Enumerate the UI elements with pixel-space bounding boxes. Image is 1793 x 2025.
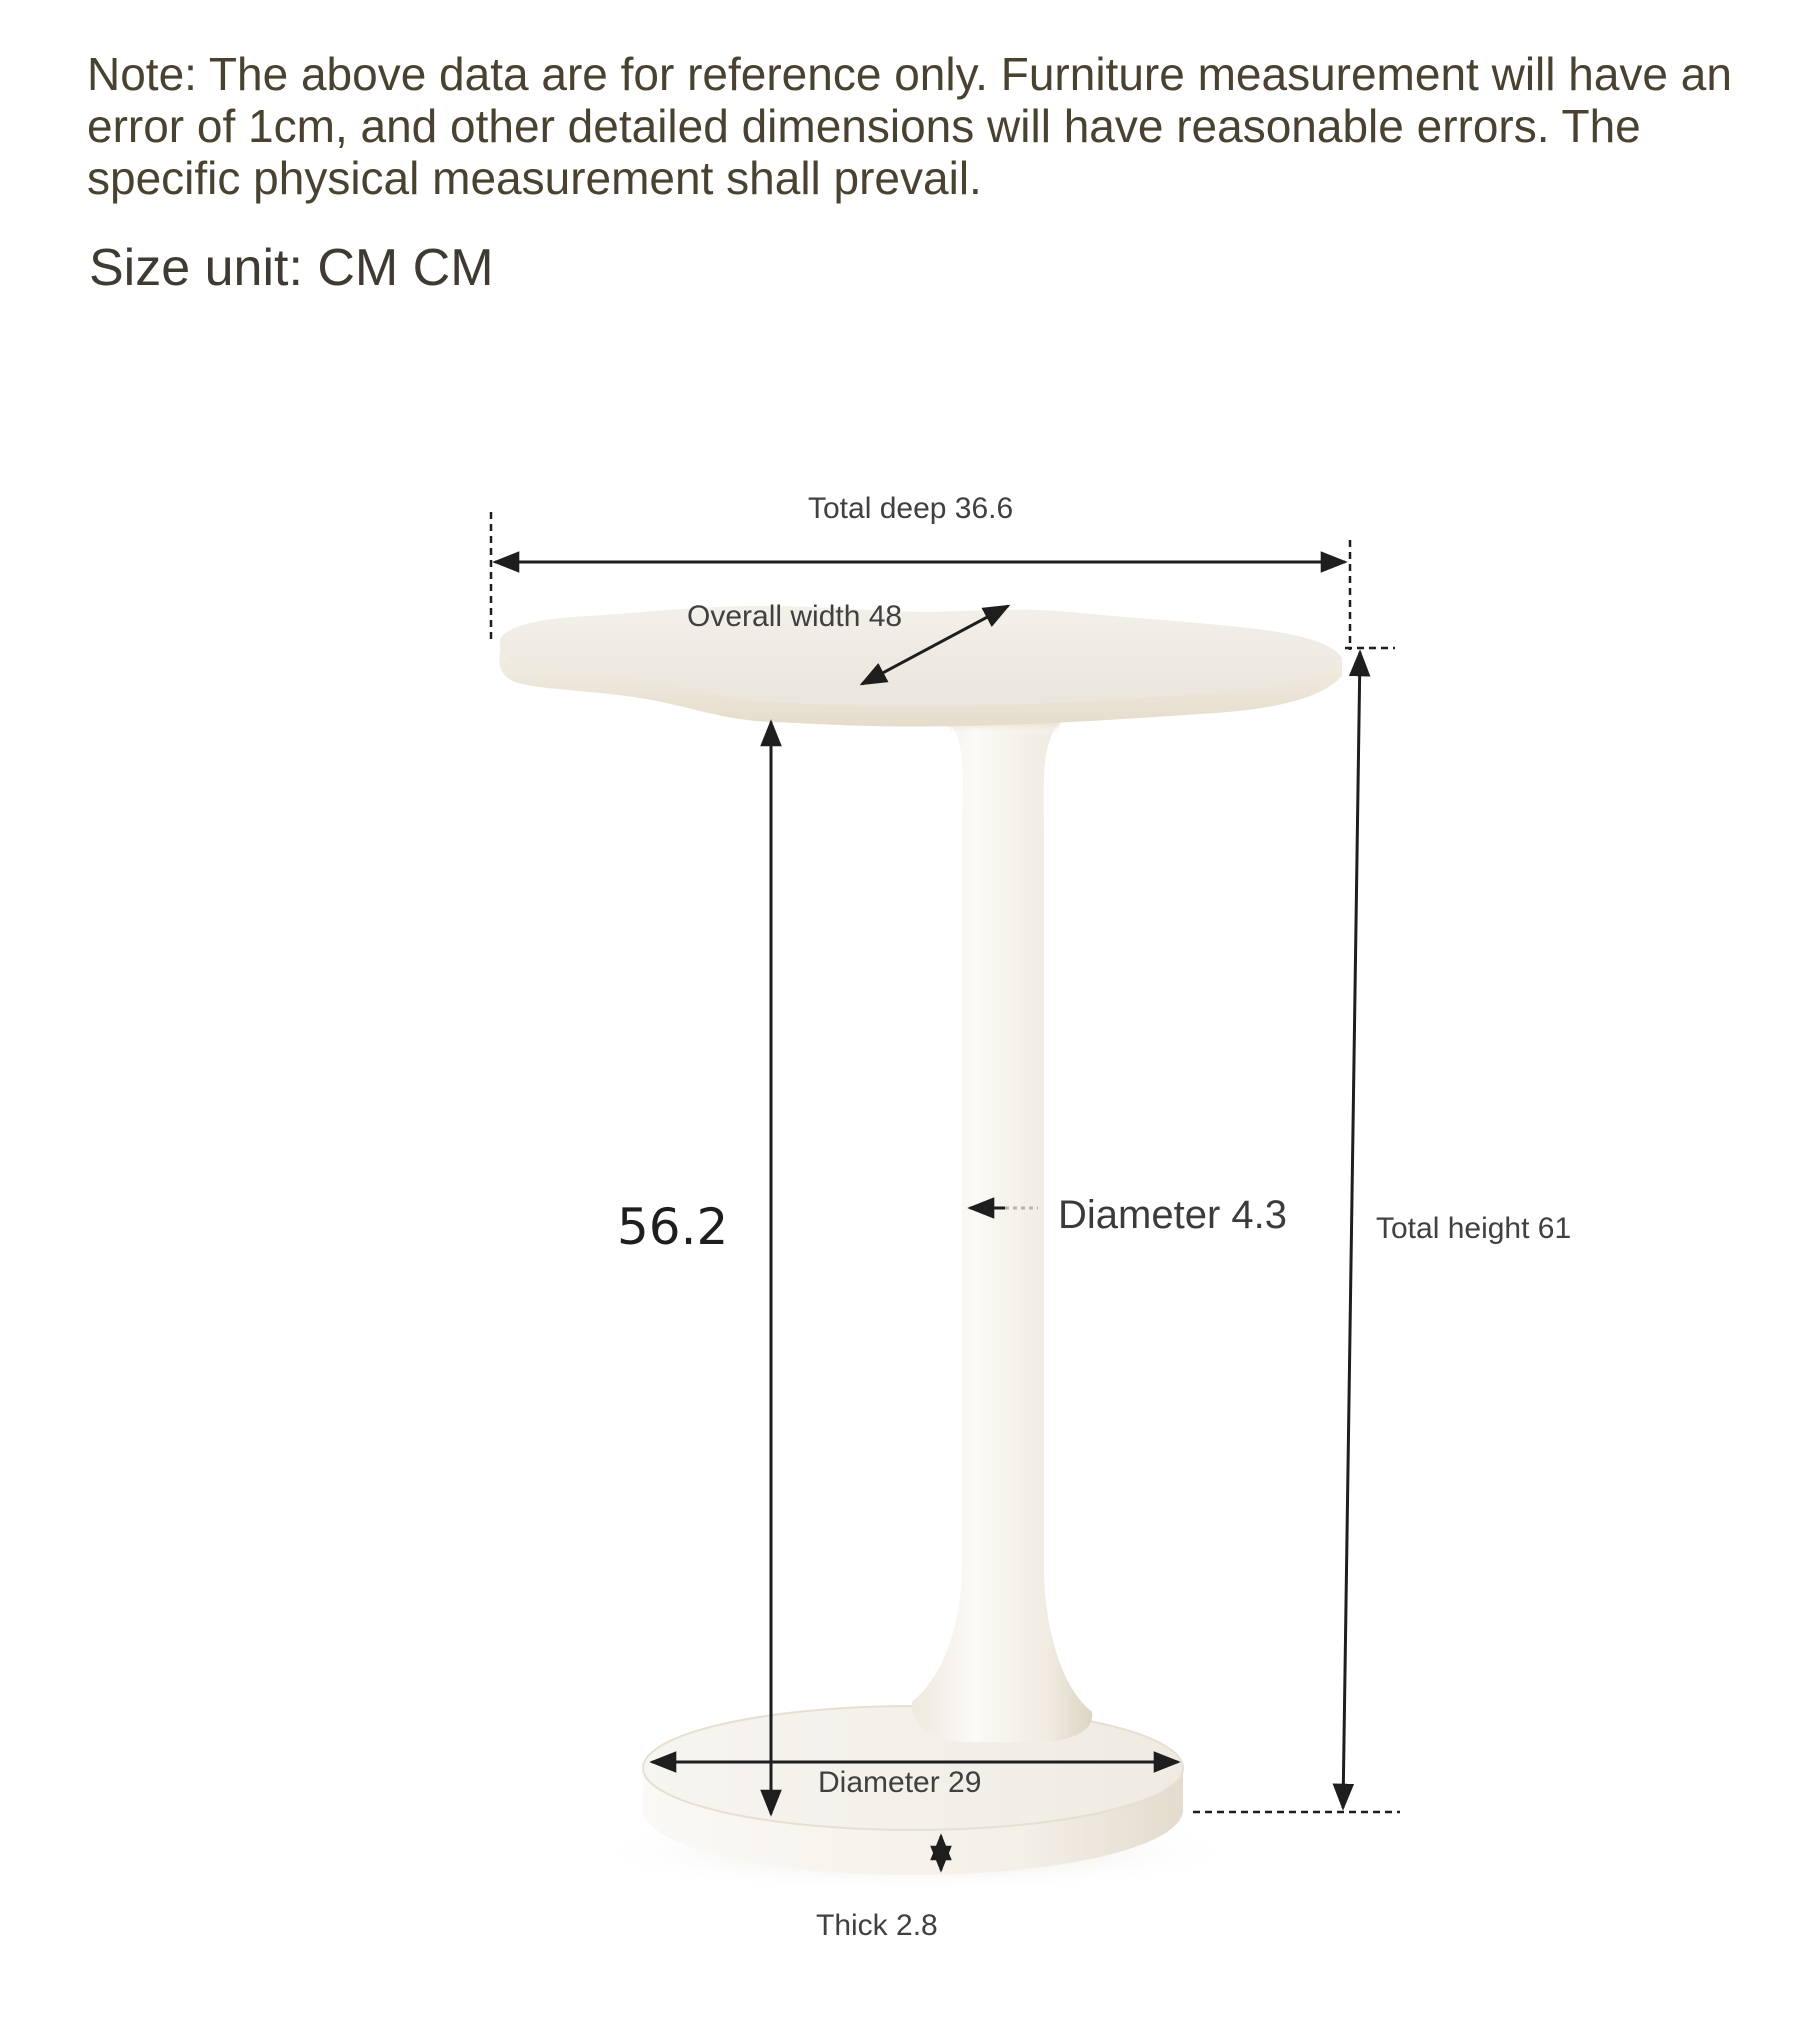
reference-note: Note: The above data are for reference only. Furniture measurement will have an error of 1cm, and other detailed dimensions will have reasonable errors. The specific physical measurement shall prevail.: [87, 48, 1732, 204]
pole-diameter-label: Diameter 4.3: [1058, 1193, 1287, 1237]
total-deep-label: Total deep 36.6: [808, 492, 1014, 525]
overall-width-label: Overall width 48: [687, 600, 903, 633]
leg-height-label: 56.2: [617, 1198, 729, 1256]
total-height-label: Total height 61: [1376, 1212, 1572, 1245]
total-height-arrow: [1343, 652, 1360, 1808]
base-diameter-label: Diameter 29: [818, 1766, 982, 1799]
table-top: [499, 606, 1342, 727]
base-thickness-label: Thick 2.8: [816, 1909, 938, 1942]
size-unit-label: Size unit: CM CM: [89, 239, 494, 297]
